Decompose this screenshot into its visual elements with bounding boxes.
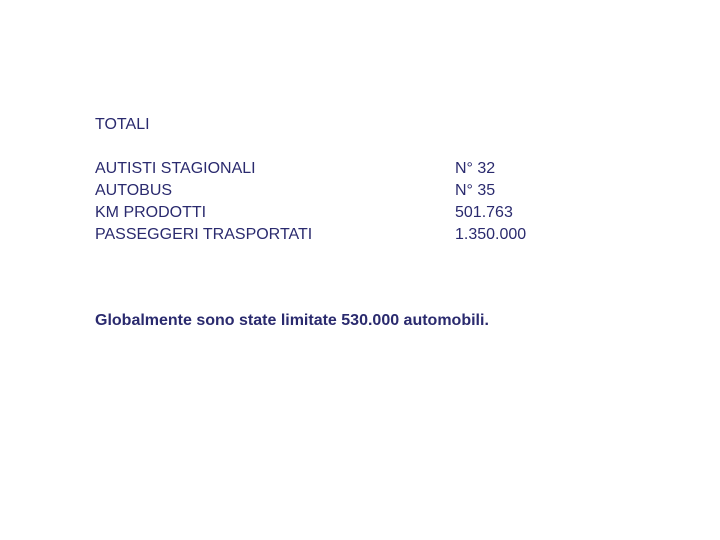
stat-label: PASSEGGERI TRASPORTATI: [95, 226, 313, 243]
stat-value: N° 35: [455, 182, 496, 199]
summary-note: Globalmente sono state limitate 530.000 automobili.: [95, 312, 489, 329]
stat-value: 1.350.000: [455, 226, 527, 243]
stat-label: AUTISTI STAGIONALI: [95, 160, 256, 177]
stat-value: N° 32: [455, 160, 496, 177]
totals-list: [95, 158, 575, 246]
stat-label: KM PRODOTTI: [95, 204, 207, 221]
stat-value: 501.763: [455, 204, 513, 221]
stat-row-passengers: [95, 224, 575, 246]
stat-label: AUTOBUS: [95, 182, 173, 199]
page-title: TOTALI: [95, 116, 150, 133]
stat-row-km-produced: [95, 202, 575, 224]
stat-row-seasonal-drivers: [95, 158, 575, 180]
stat-row-buses: [95, 180, 575, 202]
